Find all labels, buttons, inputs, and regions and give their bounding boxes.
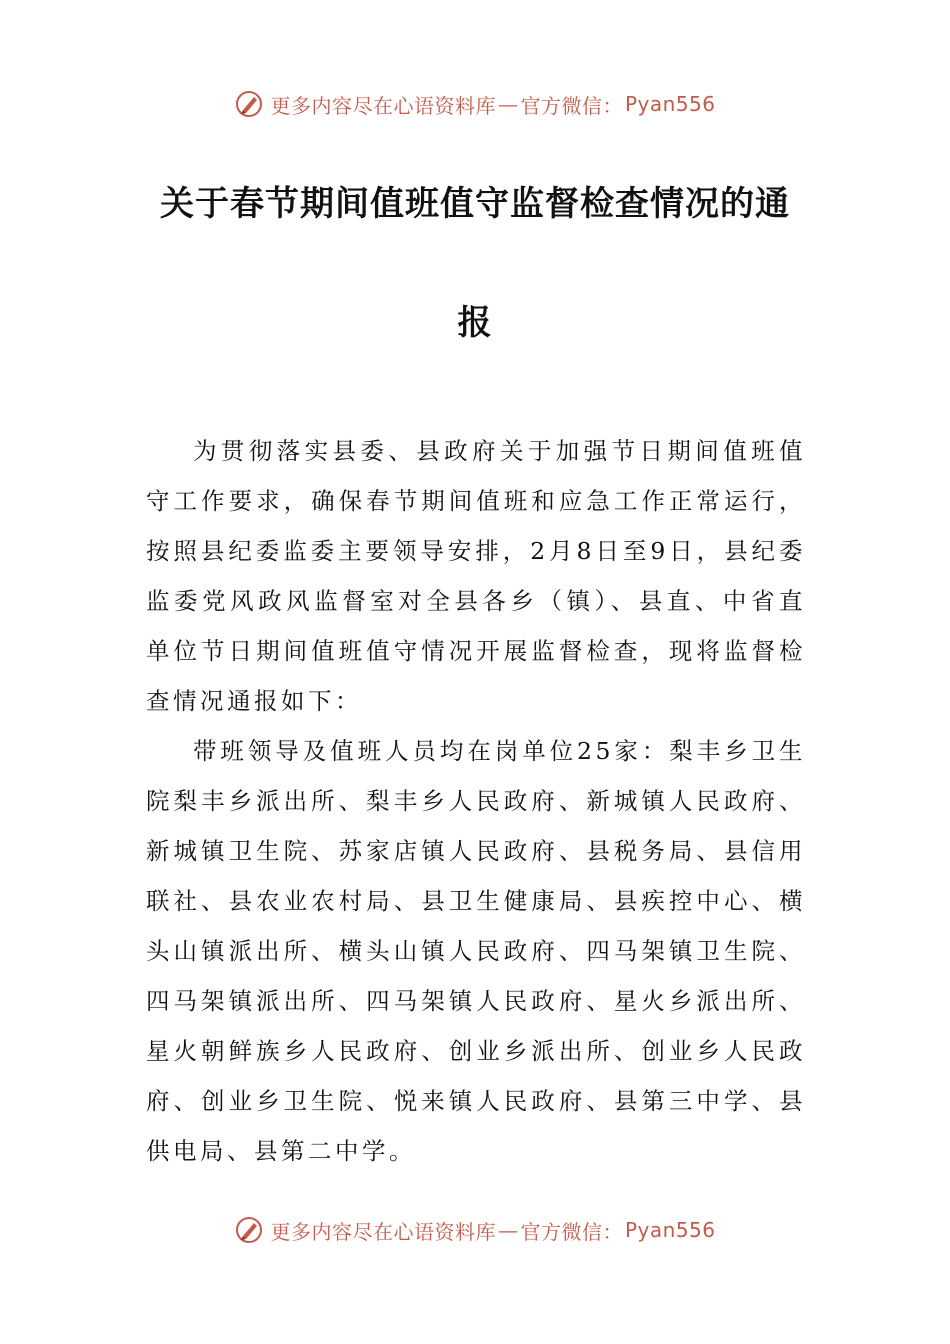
watermark-suffix: 官方微信： <box>520 93 623 118</box>
document-body <box>146 426 806 1176</box>
pen-logo-icon <box>234 1215 264 1245</box>
watermark-separator: — <box>497 92 519 116</box>
watermark-separator: — <box>497 1218 519 1242</box>
watermark-text: 更多内容尽在心语资料库 <box>270 1219 496 1244</box>
watermark-text: 更多内容尽在心语资料库 <box>270 93 496 118</box>
watermark-wechat-id: Pyan556 <box>624 1218 716 1242</box>
watermark-wechat-id: Pyan556 <box>624 92 716 116</box>
document-title-line1: 关于春节期间值班值守监督检查情况的通 <box>160 184 790 224</box>
watermark-footer <box>0 1210 950 1250</box>
pen-logo-icon <box>234 89 264 119</box>
watermark-header <box>0 84 950 124</box>
watermark-suffix: 官方微信： <box>520 1219 623 1244</box>
paragraph-units-on-duty: 带班领导及值班人员均在岗单位25家：梨丰乡卫生院梨丰乡派出所、梨丰乡人民政府、新城镇人民政府、新城镇卫生院、苏家店镇人民政府、县税务局、县信用联社、县农业农村局、县卫生健康局、县疾控中心、横头山镇派出所、横头山镇人民政府、四马架镇卫生院、四马架镇派出所、四马架镇人民政府、星火乡派出所、星火朝鲜族乡人民政府、创业乡派出所、创业乡人民政府、创业乡卫生院、悦来镇人民政府、县第三中学、县供电局、县第二中学。 <box>146 737 806 1165</box>
paragraph-intro: 为贯彻落实县委、县政府关于加强节日期间值班值守工作要求，确保春节期间值班和应急工作正常运行，按照县纪委监委主要领导安排，2月8日至9日，县纪委监委党风政风监督室对全县各乡（镇）、县直、中省直单位节日期间值班值守情况开展监督检查，现将监督检查情况通报如下： <box>146 437 806 715</box>
document-title-line2: 报 <box>457 303 493 343</box>
